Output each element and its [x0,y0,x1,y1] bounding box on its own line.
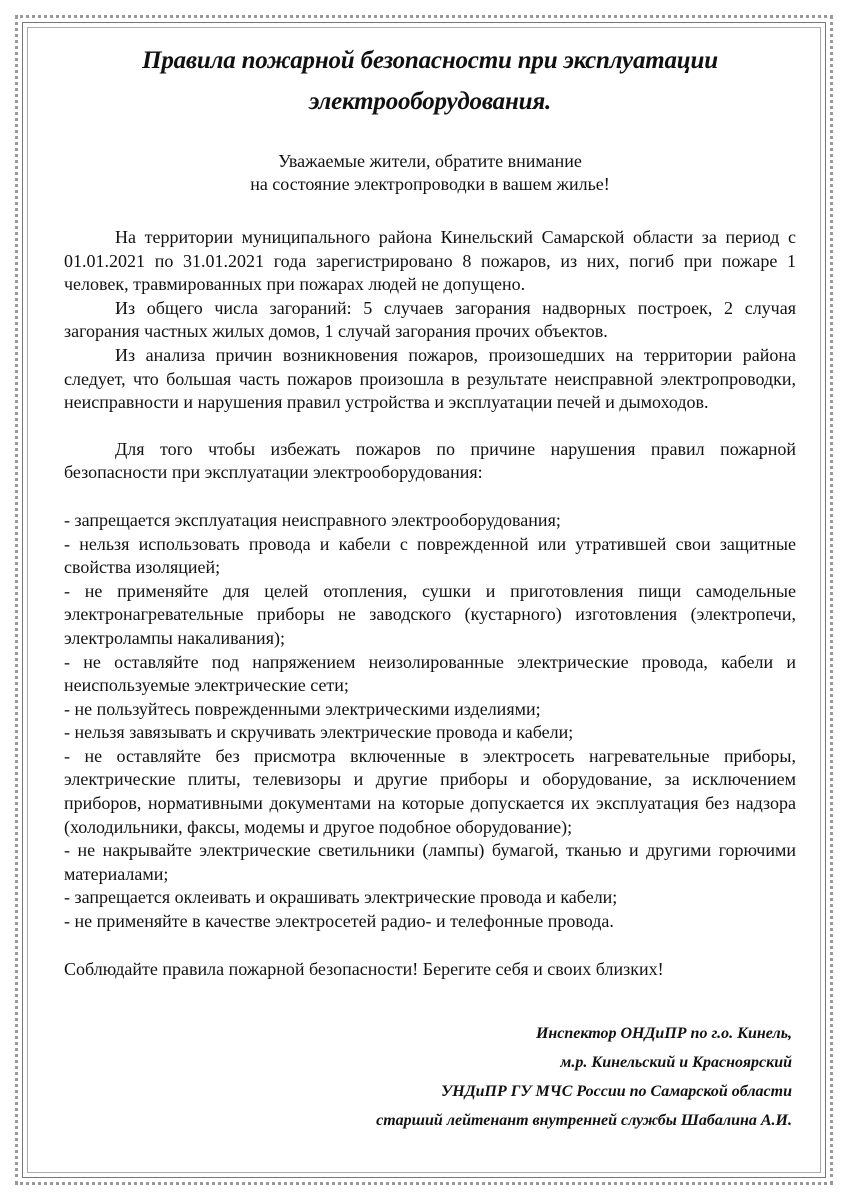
rule-item: - не оставляйте без присмотра включенные в электросеть нагревательные приборы, электрические плиты, телевизоры и другие приборы и оборудование, за исключением приборов, нормативными документами на которые допускается их эксплуатация без надзора (холодильники, факсы, модемы и другое подобное оборудование); [64,745,796,837]
signature-line-3: УНДиПР ГУ МЧС России по Самарской области [441,1083,792,1101]
signature-block [64,1019,796,1135]
appeal-line-2: на состояние электропроводки в вашем жилье! [250,174,610,194]
rule-item: - не накрывайте электрические светильники (лампы) бумагой, тканью и другими горючими материалами; [64,840,796,884]
rule-item: - запрещается оклеивать и окрашивать электрические провода и кабели; [64,887,618,908]
rule-item: - не пользуйтесь поврежденными электрическими изделиями; [64,698,541,719]
document-title: Правила пожарной безопасности при эксплуатации электрооборудования. [142,47,718,115]
rule-item: - запрещается эксплуатация неисправного электрооборудования; [64,509,561,530]
paragraph-intro-rules: Для того чтобы избежать пожаров по причине нарушения правил пожарной безопасности при эксплуатации электрооборудования: [64,438,796,483]
rule-item: - не применяйте для целей отопления, сушки и приготовления пищи самодельные электронагревательные приборы не заводского (кустарного) изготовления (электропечи, электролампы накаливания); [64,580,796,648]
closing-line: Соблюдайте правила пожарной безопасности! Берегите себя и своих близких! [64,958,664,979]
paragraph-statistics: На территории муниципального района Кинельский Самарской области за период с 01.01.2021 по 31.01.2021 года зарегистрировано 8 пожаров, из них, погиб при пожаре 1 человек, травмированных при пожарах людей не допущено. [64,227,796,295]
rule-item: - не применяйте в качестве электросетей радио- и телефонные провода. [64,911,614,932]
paragraph-analysis: Из анализа причин возникновения пожаров, произошедших на территории района следует, что большая часть пожаров произошла в результате неисправной электропроводки, неисправности и нарушения правил устройства и эксплуатации печей и дымоходов. [64,344,796,413]
appeal-line-1: Уважаемые жители, обратите внимание [278,151,582,171]
signature-line-1: Инспектор ОНДиПР по г.о. Кинель, [535,1025,792,1043]
rules-list [64,509,796,934]
rule-item: - нельзя завязывать и скручивать электрические провода и кабели; [64,722,574,743]
signature-line-2: м.р. Кинельский и Красноярский [560,1054,792,1072]
rule-item: - нельзя использовать провода и кабели с поврежденной или утратившей свои защитные свойства изоляцией; [64,533,796,578]
paragraph-breakdown: Из общего числа загораний: 5 случаев загорания надворных построек, 2 случая загорания частных жилых домов, 1 случай загорания прочих объектов. [64,297,796,342]
appeal [64,150,796,196]
rule-item: - не оставляйте под напряжением неизолированные электрические провода, кабели и неиспользуемые электрические сети; [64,651,796,696]
document-body [64,40,796,1135]
signature-line-4: старший лейтенант внутренней службы Шабалина А.И. [376,1112,792,1130]
